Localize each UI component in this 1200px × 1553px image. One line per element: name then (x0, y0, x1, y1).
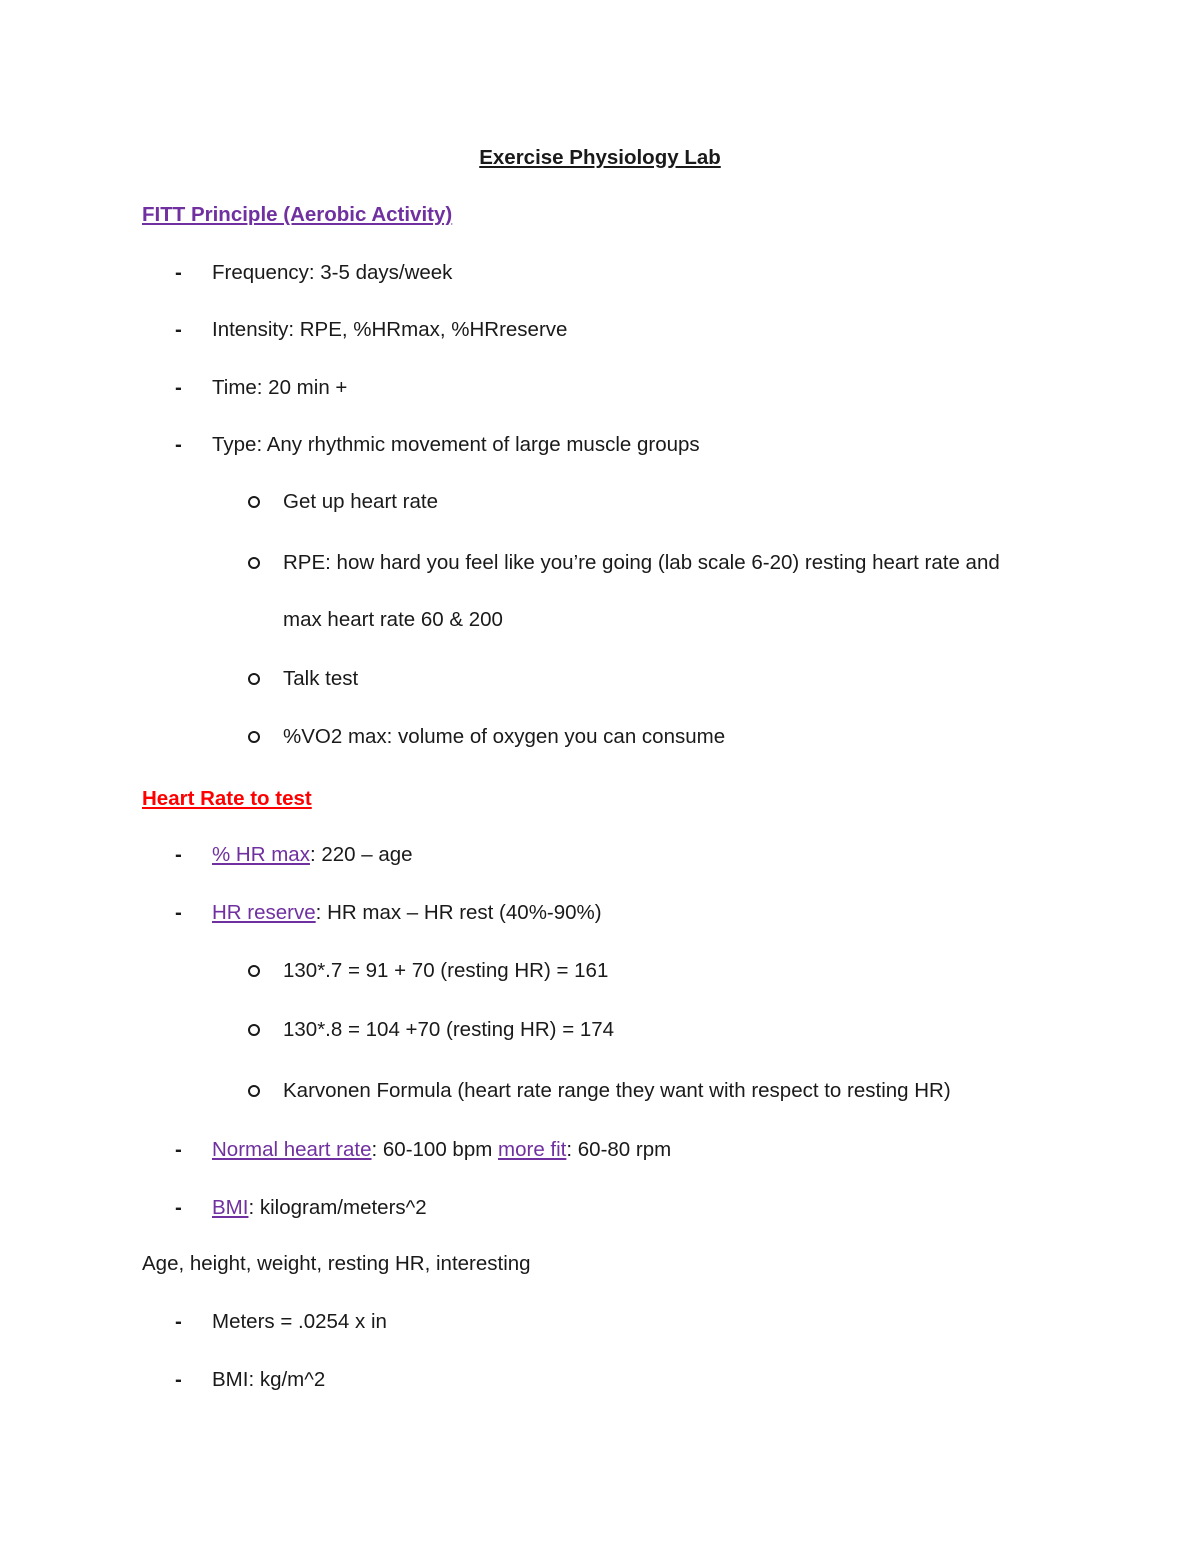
fitt-heading: FITT Principle (Aerobic Activity) (142, 203, 453, 226)
page-title: Exercise Physiology Lab (479, 146, 721, 169)
dash-bullet: - (175, 433, 182, 456)
dash-bullet: - (175, 261, 182, 284)
more-fit-value: : 60-80 rpm (566, 1138, 672, 1161)
circle-bullet-icon (248, 1085, 260, 1097)
hrmax-line (212, 842, 413, 868)
bmi-term: BMI (212, 1196, 249, 1219)
fitt-type: Type: Any rhythmic movement of large muscle groups (212, 433, 700, 456)
fitt-intensity: Intensity: RPE, %HRmax, %HRreserve (212, 318, 568, 341)
karvonen-formula: Karvonen Formula (heart rate range they want with respect to resting HR) (283, 1079, 951, 1102)
normal-hr-line (212, 1137, 671, 1163)
normal-hr-term: Normal heart rate (212, 1138, 372, 1161)
fitt-time: Time: 20 min + (212, 376, 348, 399)
bmi-definition: : kilogram/meters^2 (248, 1196, 427, 1219)
circle-bullet-icon (248, 557, 260, 569)
intake-fields-line: Age, height, weight, resting HR, interesting (142, 1252, 531, 1275)
dash-bullet: - (175, 1310, 182, 1333)
normal-hr-value: : 60-100 bpm (371, 1138, 499, 1161)
hrreserve-line (212, 900, 602, 926)
dash-bullet: - (175, 843, 182, 866)
heart-rate-heading: Heart Rate to test (142, 787, 312, 810)
fitt-frequency: Frequency: 3-5 days/week (212, 261, 453, 284)
hr-calc-80: 130*.8 = 104 +70 (resting HR) = 174 (283, 1018, 615, 1041)
bmi-line (212, 1195, 427, 1221)
fitt-sub-rpe-continued: max heart rate 60 & 200 (283, 608, 503, 631)
dash-bullet: - (175, 1196, 182, 1219)
circle-bullet-icon (248, 673, 260, 685)
fitt-sub-rpe: RPE: how hard you feel like you’re going (lab scale 6-20) resting heart rate and (283, 551, 1000, 574)
bmi-formula: BMI: kg/m^2 (212, 1368, 326, 1391)
circle-bullet-icon (248, 731, 260, 743)
hrreserve-definition: : HR max – HR rest (40%-90%) (315, 901, 602, 924)
hrmax-term: % HR max (212, 843, 310, 866)
hrreserve-term: HR reserve (212, 901, 316, 924)
hr-calc-70: 130*.7 = 91 + 70 (resting HR) = 161 (283, 959, 609, 982)
dash-bullet: - (175, 1368, 182, 1391)
circle-bullet-icon (248, 965, 260, 977)
fitt-sub-heart-rate: Get up heart rate (283, 490, 438, 513)
meters-conversion: Meters = .0254 x in (212, 1310, 387, 1333)
fitt-sub-vo2max: %VO2 max: volume of oxygen you can consume (283, 725, 726, 748)
dash-bullet: - (175, 1138, 182, 1161)
hrmax-definition: : 220 – age (309, 843, 413, 866)
fitt-sub-talk-test: Talk test (283, 667, 359, 690)
circle-bullet-icon (248, 496, 260, 508)
dash-bullet: - (175, 901, 182, 924)
dash-bullet: - (175, 376, 182, 399)
dash-bullet: - (175, 318, 182, 341)
more-fit-term: more fit (498, 1138, 567, 1161)
circle-bullet-icon (248, 1024, 260, 1036)
